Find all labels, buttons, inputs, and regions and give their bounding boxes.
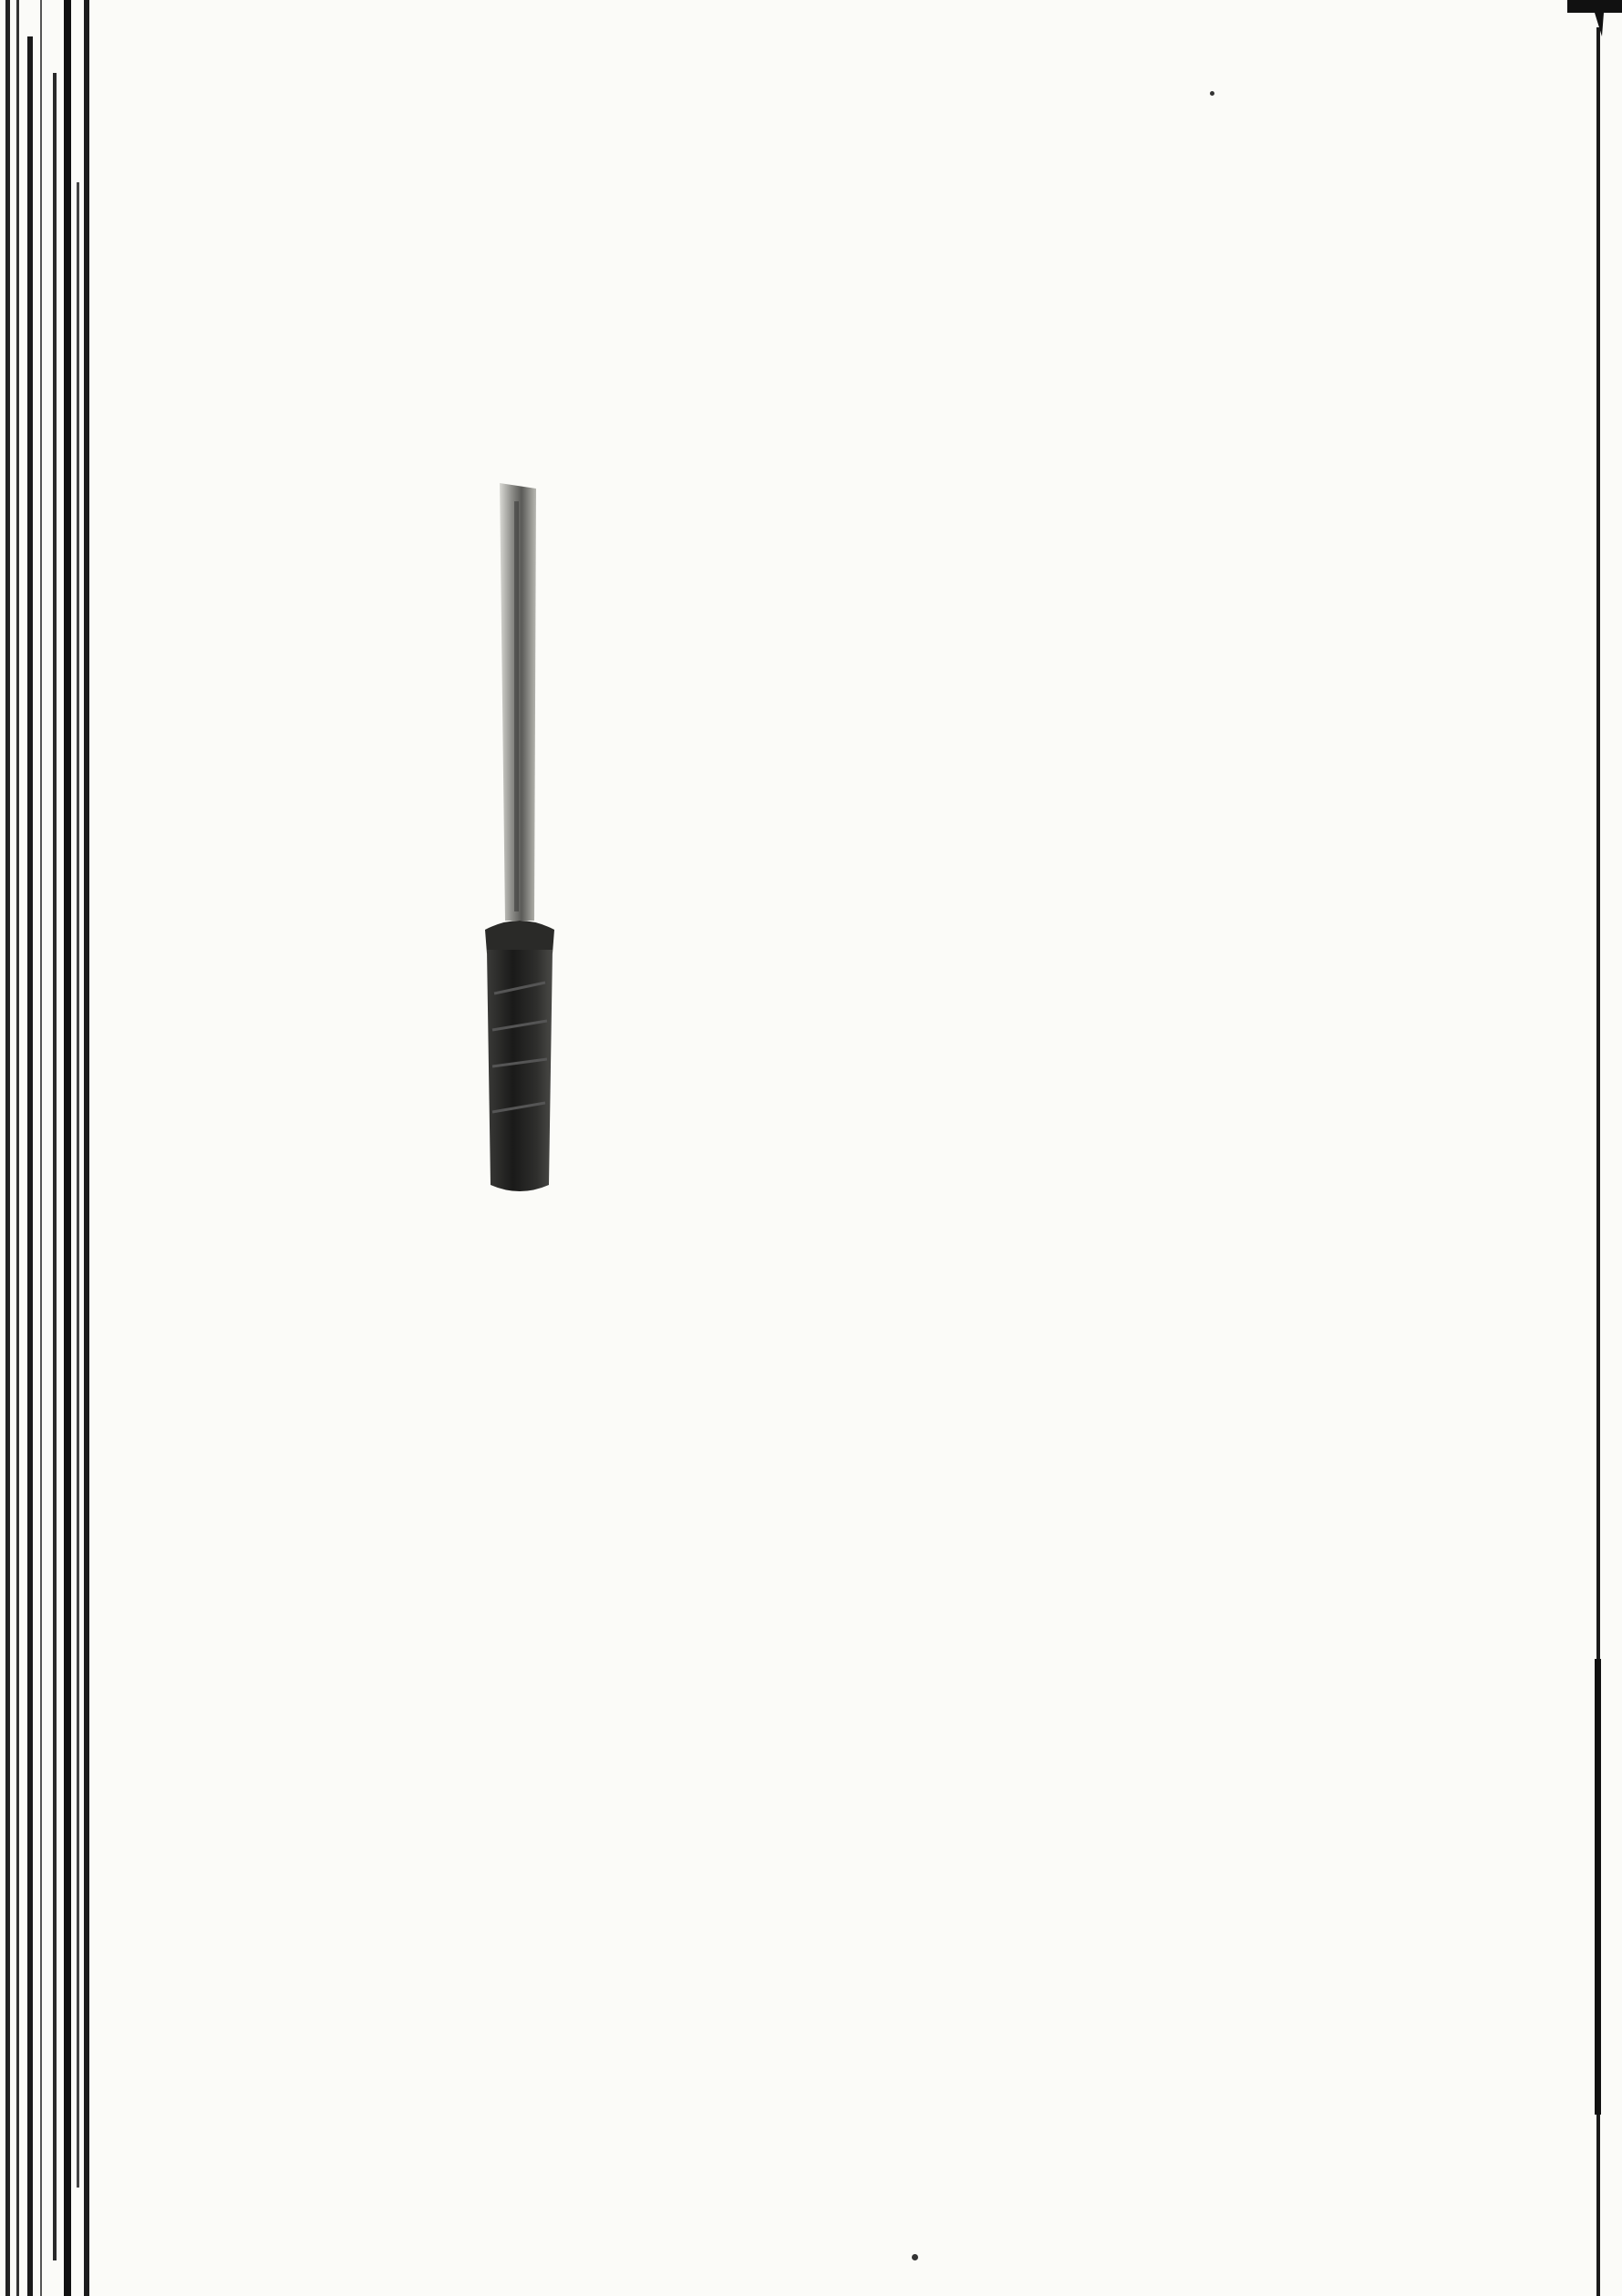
- ink-speck: [912, 2254, 918, 2260]
- ink-speck: [1210, 91, 1214, 96]
- taram-illustration: [438, 483, 574, 1194]
- running-header: [360, 171, 1431, 224]
- binding-edge-right: [1567, 0, 1622, 2296]
- binding-edge-left: [0, 0, 100, 2296]
